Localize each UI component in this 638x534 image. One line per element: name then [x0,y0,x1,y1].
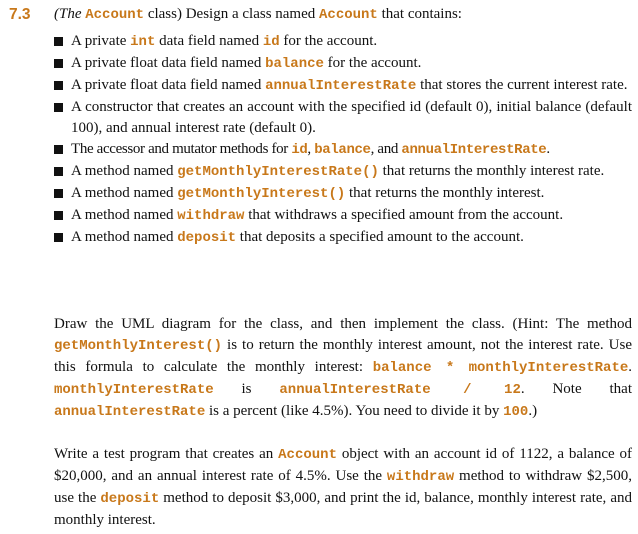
paragraph-text: .) [528,403,538,419]
item-text: A private float data field named [71,55,266,71]
item-text: , [307,141,315,157]
bullet-square-icon [54,145,63,154]
item-code: balance [314,142,371,158]
item-text: . [546,141,550,157]
paragraph-text: method to withdraw $2,500, use the [54,468,632,506]
item-text: The accessor and mutator methods for [71,141,292,157]
item-text: A private [71,33,131,49]
item-code: int [130,34,156,50]
item-text: that returns the monthly interest rate. [378,163,605,179]
requirements-list [54,31,632,249]
list-item [54,139,632,161]
list-item [54,227,632,249]
item-code: deposit [177,230,237,246]
item-code: annualInterestRate [265,78,417,94]
bullet-square-icon [54,167,63,176]
item-code: getMonthlyInterest() [177,186,346,202]
paragraph-text: . [628,359,633,375]
paragraph-code: annualInterestRate / 12 [279,382,521,398]
exercise-number: 7.3 [9,6,31,23]
title-class-code: Account [319,7,378,23]
paragraph-text: object with an account id of 1122, a balance of $20,000, and an annual interest rate of 4.5%. Use the [54,446,632,484]
paragraph-text: Write a test program that creates an [54,446,279,462]
item-text: A method named [71,229,178,245]
bullet-square-icon [54,37,63,46]
item-text: A constructor that creates an account with the specified id (default 0), initial balance (default 100), and annual interest rate (default 0). [71,99,632,136]
list-item [54,161,632,183]
paragraph-text: method to deposit $3,000, and print the id, balance, monthly interest rate, and monthly interest. [54,490,633,528]
paragraph-code: annualInterestRate [54,404,206,420]
item-text: A method named [71,207,178,223]
list-item [54,205,632,227]
exercise-title [54,4,632,26]
item-code: annualInterestRate [401,142,547,158]
paragraph-code: monthlyInterestRate [54,382,214,398]
item-text: that withdraws a specified amount from the account. [244,207,564,223]
item-text: that deposits a specified amount to the account. [236,229,524,245]
list-item [54,97,632,139]
paragraph-code: balance * monthlyInterestRate [372,360,629,376]
item-code: id [291,142,308,158]
item-code: id [262,34,280,50]
paragraph-text: is to return the monthly interest amount, not the interest rate. Use this formula to calculate the monthly interest: [54,337,632,375]
list-item [54,183,632,205]
list-item [54,75,632,97]
item-code: withdraw [177,208,245,224]
paragraph-text: is a percent (like 4.5%). You need to divide it by [205,403,504,419]
paragraph-code: getMonthlyInterest() [54,338,223,354]
title-class-code: Account [85,7,145,23]
paragraph-code: withdraw [386,469,455,485]
list-item [54,31,632,53]
paragraph-text: . Note that [520,381,632,397]
bullet-square-icon [54,59,63,68]
hint-paragraph [54,314,632,423]
paragraph-text: is [213,381,280,397]
bullet-square-icon [54,211,63,220]
item-text: for the account. [279,33,378,49]
item-text: that stores the current interest rate. [416,77,628,93]
title-text: that contains: [377,6,462,22]
item-code: balance [265,56,324,72]
item-text: data field named [155,33,263,49]
paragraph-code: deposit [100,491,160,507]
test-program-paragraph [54,444,632,531]
bullet-square-icon [54,189,63,198]
item-text: A method named [71,185,178,201]
item-text: for the account. [323,55,422,71]
paragraph-text: Draw the UML diagram for the class, and then implement the class. (Hint: The method [54,316,632,332]
item-text: A method named [71,163,178,179]
item-text: , and [370,141,402,157]
bullet-square-icon [54,81,63,90]
title-text: (The [54,6,86,22]
title-text: class) Design a class named [144,6,320,22]
bullet-square-icon [54,103,63,112]
paragraph-code: 100 [503,404,529,420]
item-text: that returns the monthly interest. [345,185,545,201]
paragraph-code: Account [278,447,337,463]
item-text: A private float data field named [71,77,266,93]
list-item [54,53,632,75]
bullet-square-icon [54,233,63,242]
item-code: getMonthlyInterestRate() [177,164,379,180]
